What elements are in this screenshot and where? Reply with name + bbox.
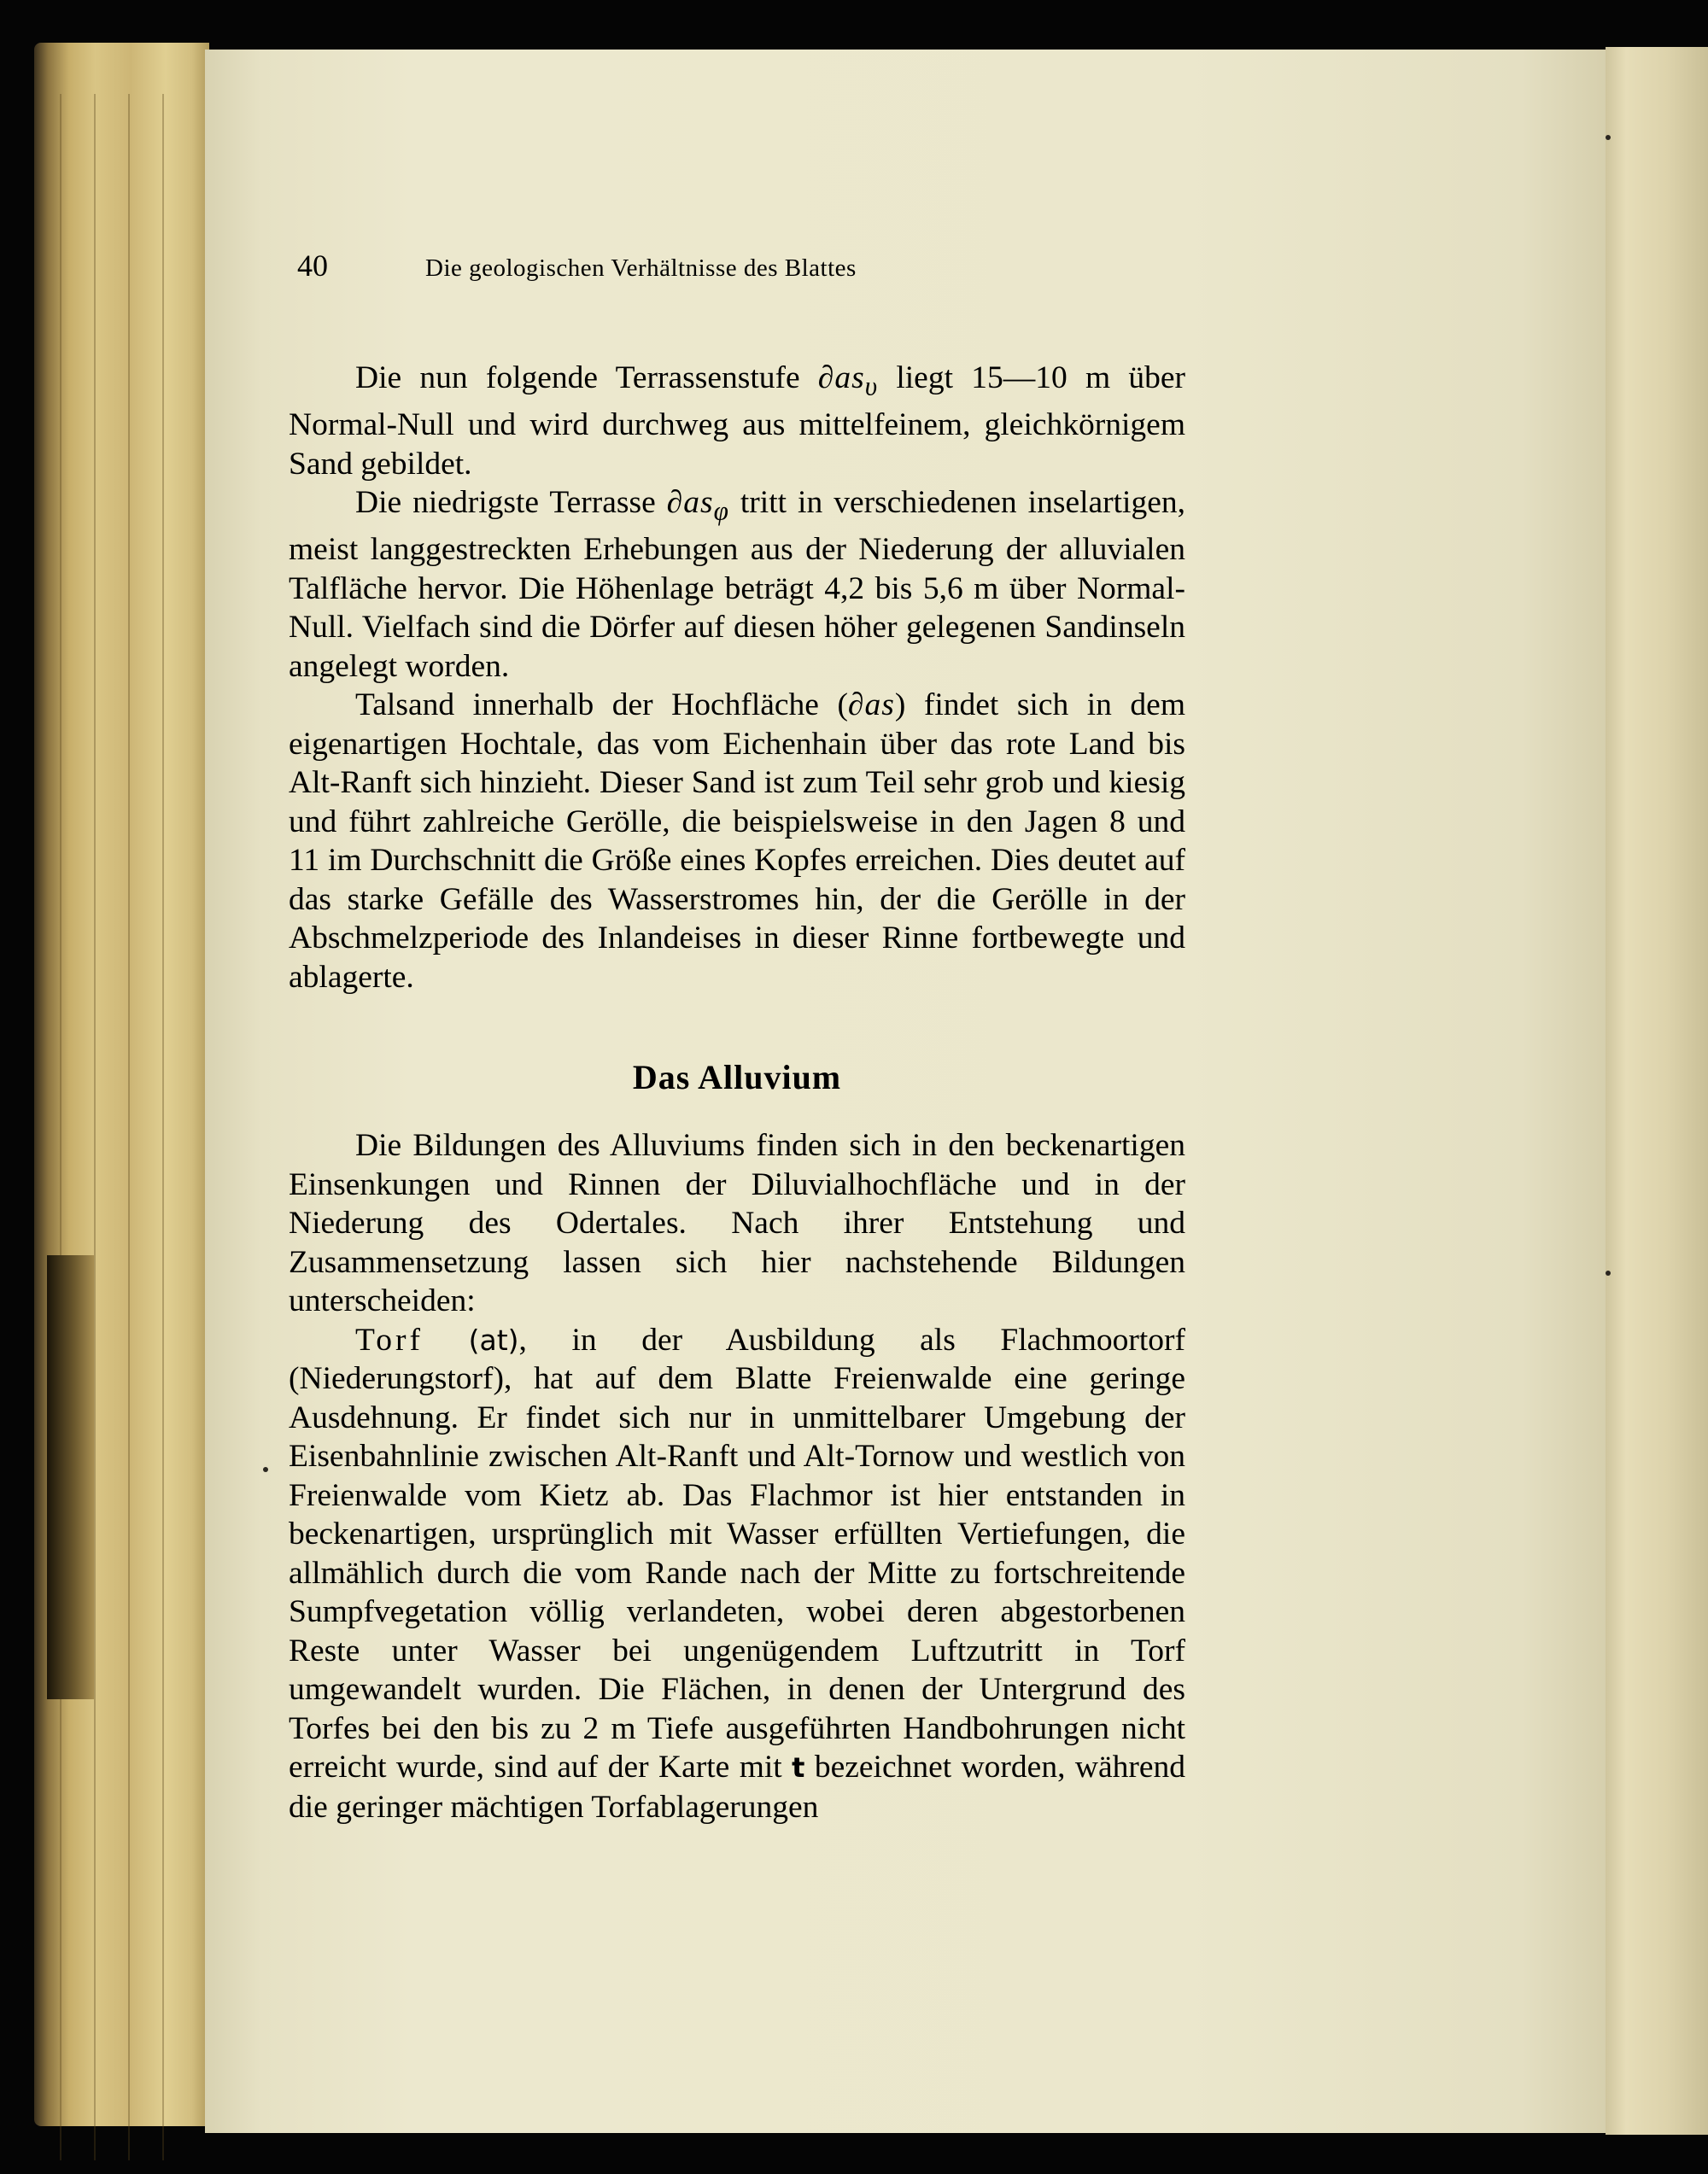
edge-line	[94, 94, 96, 2160]
page-number: 40	[297, 248, 328, 283]
text-run: ) findet sich in dem eigenartigen Hochtale, das vom Eichenhain über das rote Land bis Alt-Ranft sich hinzieht. Dieser Sand ist zum Teil sehr grob und kiesig und führt zahlreiche Gerölle, die beispielsweise in den Jagen 8 und 11 im Durchschnitt die Größe eines Kopfes erreichen. Dies deutet auf das starke Gefälle des Wasserstromes hin, der die Gerölle in der Abschmelzperiode des Inlandeises in dieser Rinne fortbewegte und ablagerte.	[289, 687, 1185, 995]
text-run: , in der Ausbildung als Flachmoortorf (Niederungstorf), hat auf dem Blatte Freienwalde eine geringe Ausdehnung. Er findet sich nur in unmittelbarer Umgebung der Eisenbahnlinie zwischen Alt-Ranft und Alt-Tornow und westlich von Freienwalde vom Kietz ab. Das Flachmor ist hier entstanden in beckenartigen, ursprünglich mit Wasser erfüllten Vertiefungen, die allmählich durch die vom Rande nach der Mitte zu fortschreitende Sumpfvegetation völlig verlandeten, wobei deren abgestorbenen Reste unter Wasser bei ungenügendem Luftzutritt in Torf umgewandelt wurden. Die Flächen, in denen der Untergrund des Torfes bei den bis zu 2 m Tiefe ausgeführten Handbohrungen nicht erreicht wurde, sind auf der Karte mit	[289, 1322, 1186, 1785]
spine-shadow	[47, 1255, 94, 1699]
paragraph-alluvium-intro: Die Bildungen des Alluviums finden sich in den beckenartigen Einsenkungen und Rinnen der Diluvialhochfläche und in der Niederung des Odertales. Nach ihrer Entstehung und Zusammensetzung lassen sich hier nachstehende Bildungen unterscheiden:	[289, 1128, 1185, 1318]
text-run: liegt 15—10 m über Normal-Null und wird durchweg aus mittelfeinem, gleichkörnigem Sand gebildet.	[289, 360, 1185, 482]
section-heading: Das Alluvium	[632, 1058, 842, 1096]
running-head-title: Die geologischen Verhältnisse des Blattes	[425, 254, 857, 282]
text-run: Talsand innerhalb der Hochfläche (	[355, 687, 848, 722]
book-page-edges	[34, 43, 209, 2126]
edge-line	[128, 94, 130, 2160]
speck	[263, 1467, 268, 1472]
running-head	[297, 248, 1185, 283]
geologic-symbol-sub: φ	[713, 495, 729, 526]
paragraph-talsand	[289, 686, 1185, 996]
text-run: tritt in verschiedenen inselartigen, meist langgestreckten Erhebungen aus der Niederung der alluvialen Talfläche hervor. Die Höhenlage beträgt 4,2 bis 5,6 m über Normal-Null. Vielfach sind die Dörfer auf diesen höher gelegenen Sandinseln angelegt worden.	[289, 485, 1185, 684]
geologic-symbol: ∂as	[666, 485, 714, 520]
adjacent-page-edge	[1606, 47, 1708, 2135]
term-torf: Torf	[355, 1322, 424, 1358]
text-run: Die niedrigste Terrasse	[355, 485, 667, 520]
speck	[1606, 1271, 1611, 1276]
edge-line	[162, 94, 164, 2160]
paragraph-torf	[289, 1321, 1185, 1827]
text-run: bezeichnet worden, während die geringer mächtigen Torfablagerungen	[289, 1750, 1185, 1825]
geologic-symbol: ∂as	[817, 360, 865, 395]
edge-line	[60, 94, 61, 2160]
body-text	[289, 359, 1185, 1826]
geologic-symbol: ∂as	[847, 687, 895, 722]
speck	[1606, 135, 1611, 140]
torf-symbol: (at)	[468, 1323, 519, 1357]
map-symbol: t	[792, 1751, 805, 1784]
paragraph-terrace-upper	[289, 359, 1185, 483]
paragraph-terrace-lowest	[289, 483, 1185, 686]
geologic-symbol-sub: υ	[864, 371, 879, 401]
text-run: Die nun folgende Terrassenstufe	[355, 360, 818, 395]
